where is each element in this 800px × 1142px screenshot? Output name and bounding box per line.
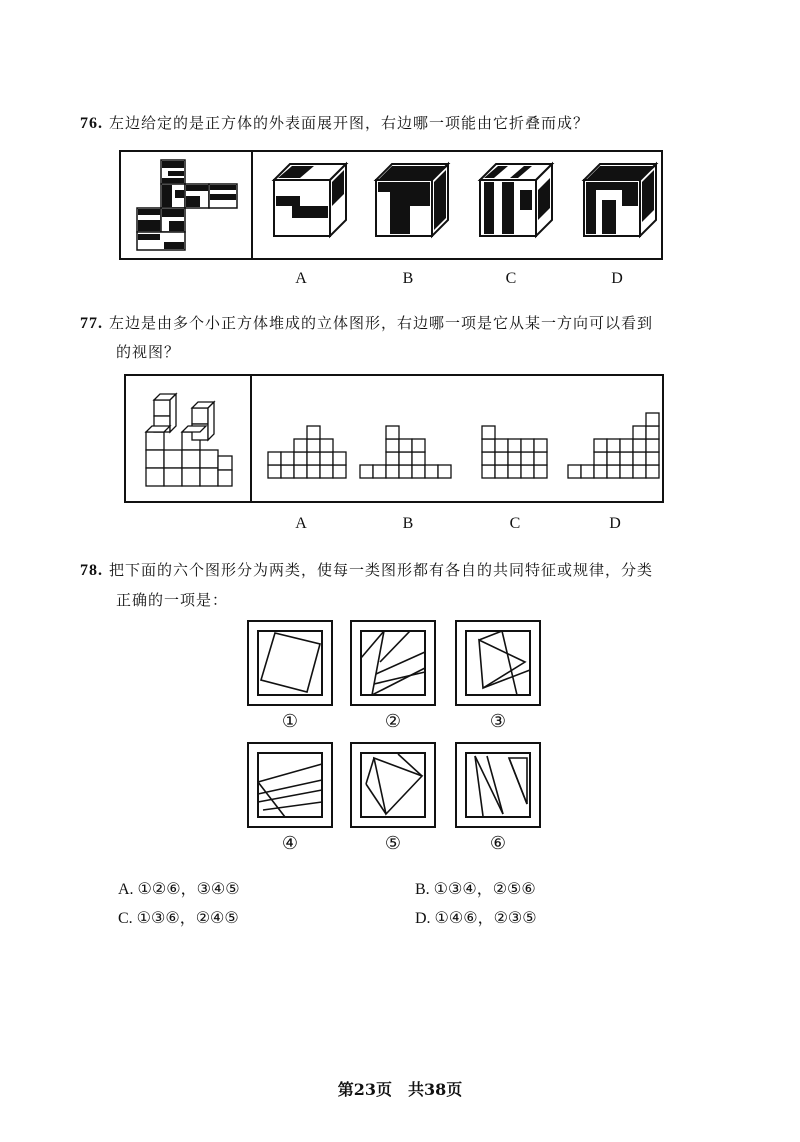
- view-cell: [281, 465, 294, 478]
- q78-text-line2: 正确的一项是：: [116, 591, 229, 609]
- view-cell: [268, 465, 281, 478]
- view-cell: [412, 452, 425, 465]
- view-cell: [568, 465, 581, 478]
- view-cell: [320, 465, 333, 478]
- view-cell: [399, 465, 412, 478]
- view-cell: [508, 465, 521, 478]
- view-cell: [508, 439, 521, 452]
- view-cell: [534, 439, 547, 452]
- stacked-cubes-figure: [140, 392, 240, 488]
- q76-option-label-d: D: [611, 270, 623, 287]
- view-cell: [646, 439, 659, 452]
- q77-text: [80, 310, 653, 337]
- view-option-d: [568, 413, 659, 478]
- q76-option-label-a: A: [295, 270, 307, 287]
- answer-option-c: C. ①③⑥，②④⑤: [118, 910, 239, 927]
- question-number: 77.: [80, 315, 103, 332]
- figure-3-label: ③: [489, 711, 507, 732]
- view-cell: [534, 452, 547, 465]
- figure-4: [247, 742, 333, 828]
- view-cell: [294, 439, 307, 452]
- answer-option-d: D. ①④⑥，②③⑤: [415, 910, 537, 927]
- q78-text: [80, 557, 653, 584]
- q77-option-label-b: B: [402, 515, 414, 532]
- question-stem: 左边给定的是正方体的外表面展开图，右边哪一项能由它折叠而成？: [109, 114, 590, 132]
- view-cell: [646, 413, 659, 426]
- view-cell: [495, 452, 508, 465]
- figure-5-label: ⑤: [384, 833, 402, 854]
- q76-option-label-c: C: [505, 270, 517, 287]
- view-cell: [495, 439, 508, 452]
- view-cell: [373, 465, 386, 478]
- figure-6: [455, 742, 541, 828]
- view-cell: [633, 465, 646, 478]
- answer-option-a: A. ①②⑥，③④⑤: [118, 881, 240, 898]
- view-cell: [333, 452, 346, 465]
- view-option-c: [482, 426, 547, 478]
- view-cell: [646, 452, 659, 465]
- view-cell: [281, 452, 294, 465]
- view-option-a: [268, 426, 346, 478]
- question-stem-line1: 左边是由多个小正方体堆成的立体图形，右边哪一项是它从某一方向可以看到: [109, 314, 654, 332]
- q76-option-label-b: B: [402, 270, 414, 287]
- view-cell: [412, 465, 425, 478]
- cube-option-b: [370, 160, 454, 242]
- figure-3: [455, 620, 541, 706]
- view-cell: [633, 439, 646, 452]
- figure-5: [350, 742, 436, 828]
- figure-1-label: ①: [281, 711, 299, 732]
- figure-4-label: ④: [281, 833, 299, 854]
- cube-net-figure: [131, 156, 243, 254]
- view-cell: [521, 439, 534, 452]
- view-option-b: [360, 426, 451, 478]
- view-cell: [425, 465, 438, 478]
- view-cell: [307, 439, 320, 452]
- view-cell: [521, 465, 534, 478]
- question-number: 78.: [80, 562, 103, 579]
- q77-option-label-a: A: [295, 515, 307, 532]
- view-cell: [620, 465, 633, 478]
- view-cell: [320, 452, 333, 465]
- view-cell: [386, 426, 399, 439]
- view-cell: [521, 452, 534, 465]
- view-cell: [495, 465, 508, 478]
- figure-6-label: ⑥: [489, 833, 507, 854]
- view-cell: [386, 465, 399, 478]
- view-cell: [294, 452, 307, 465]
- view-cell: [294, 465, 307, 478]
- view-cell: [607, 439, 620, 452]
- cube-option-a: [268, 160, 352, 242]
- cube-option-c: [474, 160, 558, 242]
- view-cell: [594, 452, 607, 465]
- view-cell: [482, 452, 495, 465]
- view-cell: [386, 439, 399, 452]
- view-cell: [482, 426, 495, 439]
- view-cell: [620, 452, 633, 465]
- q76-text: [80, 110, 589, 137]
- figure-2: [350, 620, 436, 706]
- view-cell: [594, 465, 607, 478]
- view-cell: [633, 452, 646, 465]
- view-cell: [386, 452, 399, 465]
- view-cell: [482, 465, 495, 478]
- view-cell: [646, 465, 659, 478]
- answer-option-b: B. ①③④，②⑤⑥: [415, 881, 536, 898]
- view-cell: [646, 426, 659, 439]
- view-cell: [399, 439, 412, 452]
- view-cell: [607, 452, 620, 465]
- cube-option-d: [578, 160, 662, 242]
- view-cell: [307, 426, 320, 439]
- q77-text-line2: 的视图？: [116, 343, 181, 361]
- view-cell: [307, 452, 320, 465]
- view-options: [250, 380, 660, 500]
- page-footer: 第23页 共38页: [337, 1080, 463, 1099]
- figure-1: [247, 620, 333, 706]
- view-cell: [412, 439, 425, 452]
- figure-2-label: ②: [384, 711, 402, 732]
- view-cell: [360, 465, 373, 478]
- view-cell: [438, 465, 451, 478]
- view-cell: [581, 465, 594, 478]
- view-cell: [268, 452, 281, 465]
- view-cell: [320, 439, 333, 452]
- view-cell: [333, 465, 346, 478]
- view-cell: [482, 439, 495, 452]
- view-cell: [620, 439, 633, 452]
- view-cell: [508, 452, 521, 465]
- view-cell: [633, 426, 646, 439]
- q77-option-label-c: C: [509, 515, 521, 532]
- view-cell: [607, 465, 620, 478]
- question-stem-line1: 把下面的六个图形分为两类，使每一类图形都有各自的共同特征或规律，分类: [109, 561, 654, 579]
- question-number: 76.: [80, 115, 103, 132]
- view-cell: [307, 465, 320, 478]
- view-cell: [594, 439, 607, 452]
- view-cell: [399, 452, 412, 465]
- view-cell: [534, 465, 547, 478]
- q77-option-label-d: D: [609, 515, 621, 532]
